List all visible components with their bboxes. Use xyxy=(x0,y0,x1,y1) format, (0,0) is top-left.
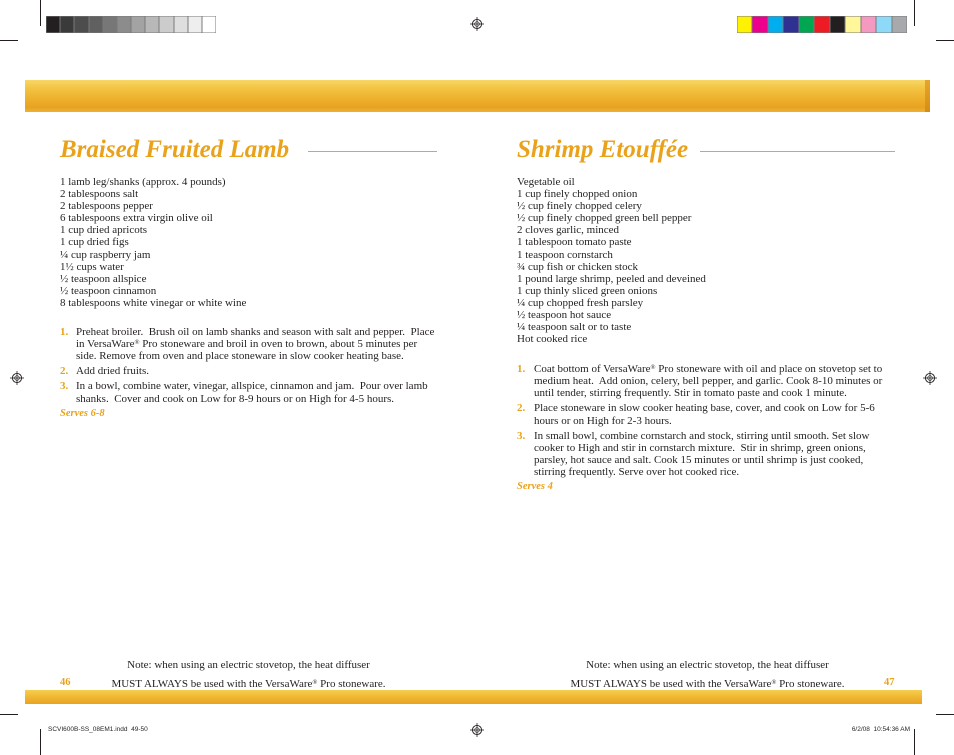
stovetop-note-line: MUST ALWAYS be used with the VersaWare® Pro stoneware. xyxy=(111,678,386,690)
step xyxy=(517,402,882,426)
step-number: 2. xyxy=(517,402,526,415)
ingredient-item: ½ teaspoon allspice xyxy=(60,272,147,285)
ingredient-list xyxy=(517,176,706,345)
crop-mark xyxy=(914,729,915,755)
ingredient-item: ½ cup finely chopped green bell pepper xyxy=(517,212,692,225)
page-number: 47 xyxy=(884,677,895,688)
process-color-bar xyxy=(737,16,907,33)
slug-filename: SCVI600B-SS_08EM1.indd 49-50 xyxy=(48,726,148,733)
ingredient-list xyxy=(60,176,246,309)
color-swatch xyxy=(74,16,88,33)
step-number: 3. xyxy=(517,429,526,442)
ingredient-item: 1 cup dried apricots xyxy=(60,224,148,237)
color-swatch xyxy=(752,16,767,33)
ingredient-item: 2 tablespoons pepper xyxy=(60,200,153,213)
crop-mark xyxy=(0,714,18,715)
registered-mark: ® xyxy=(312,679,318,687)
ingredient-item: 8 tablespoons white vinegar or white wine xyxy=(60,296,247,309)
registration-mark-icon xyxy=(470,723,484,737)
crop-mark xyxy=(0,40,18,41)
color-swatch xyxy=(814,16,829,33)
step-text-line: hours or on High for 2-3 hours. xyxy=(534,414,672,427)
page-number: 46 xyxy=(60,677,71,688)
ingredient-item: 2 cloves garlic, minced xyxy=(517,224,620,237)
step xyxy=(60,380,434,404)
color-swatch xyxy=(861,16,876,33)
step-number: 2. xyxy=(60,365,69,378)
ingredient-item: 1 pound large shrimp, peeled and deveined xyxy=(517,272,706,285)
step-text-line: stirring frequently. Serve over hot cooked rice. xyxy=(534,466,740,479)
registration-mark-icon xyxy=(923,371,937,385)
step-text-line: Place stoneware in slow cooker heating base, cover, and cook on Low for 5-6 xyxy=(534,402,875,415)
step-text xyxy=(76,326,434,363)
step xyxy=(60,365,434,377)
color-swatch xyxy=(892,16,907,33)
ingredient-item: ¾ cup fish or chicken stock xyxy=(517,260,638,273)
step-text xyxy=(534,430,869,479)
color-swatch xyxy=(768,16,783,33)
step-text xyxy=(76,365,149,377)
ingredient-item: 6 tablespoons extra virgin olive oil xyxy=(60,212,213,225)
step-number: 1. xyxy=(60,326,69,338)
ingredient-item: 1 cup finely chopped onion xyxy=(517,188,638,201)
crop-mark xyxy=(40,0,41,26)
step-number: 1. xyxy=(517,363,526,375)
registered-mark: ® xyxy=(134,339,140,347)
color-swatch xyxy=(89,16,103,33)
color-swatch xyxy=(188,16,202,33)
recipe-title: Shrimp Etouffée xyxy=(517,136,689,163)
ingredient-item: 1 cup thinly sliced green onions xyxy=(517,284,658,297)
ingredient-item: ½ teaspoon hot sauce xyxy=(517,309,612,322)
color-swatch xyxy=(845,16,860,33)
recipe-steps xyxy=(60,326,434,420)
color-swatch xyxy=(60,16,74,33)
color-swatch xyxy=(145,16,159,33)
color-swatch xyxy=(46,16,60,33)
color-swatch xyxy=(117,16,131,33)
registered-mark: ® xyxy=(771,679,777,687)
step-text xyxy=(534,363,882,400)
step xyxy=(517,363,882,400)
step-text-line: Preheat broiler. Brush oil on lamb shanks and season with salt and pepper. Place xyxy=(76,326,435,338)
ingredient-item: 1 teaspoon cornstarch xyxy=(517,248,613,261)
step-text xyxy=(534,402,875,426)
footer-gold-band xyxy=(25,690,922,704)
registered-mark: ® xyxy=(650,364,656,372)
ingredient-item: ¼ cup chopped fresh parsley xyxy=(517,296,644,309)
ingredient-item: 2 tablespoons salt xyxy=(60,188,139,201)
step-text-line: until tender, stirring frequently. Stir in tomato paste and cook 1 minute. xyxy=(534,387,847,400)
title-rule xyxy=(700,151,895,152)
color-swatch xyxy=(159,16,173,33)
ingredient-item: ½ cup finely chopped celery xyxy=(517,200,642,213)
ingredient-item: 1 tablespoon tomato paste xyxy=(517,236,632,249)
registration-mark-icon xyxy=(470,17,484,31)
step-text-line: shanks. Cover and cook on Low for 8-9 hours or on High for 4-5 hours. xyxy=(76,392,395,405)
color-swatch xyxy=(799,16,814,33)
ingredient-item: 1 cup dried figs xyxy=(60,236,129,249)
color-swatch xyxy=(783,16,798,33)
step-text-line: in VersaWare® Pro stoneware and broil in oven to brown, about 5 minutes per xyxy=(76,338,418,351)
step-text-line: Coat bottom of VersaWare® Pro stoneware with oil and place on stovetop set to xyxy=(534,363,883,375)
step-text-line: In a bowl, combine water, vinegar, allspice, cinnamon and jam. Pour over lamb xyxy=(76,380,428,393)
serving-size: Serves 6-8 xyxy=(60,407,105,419)
crop-mark xyxy=(40,729,41,755)
color-swatch xyxy=(202,16,216,33)
ingredient-item: ¼ cup raspberry jam xyxy=(60,248,151,261)
crop-mark xyxy=(936,714,954,715)
grayscale-color-bar xyxy=(46,16,216,33)
recipe-steps xyxy=(517,363,882,493)
ingredient-item: ½ teaspoon cinnamon xyxy=(60,284,157,297)
stovetop-note-line: MUST ALWAYS be used with the VersaWare® Pro stoneware. xyxy=(570,678,845,690)
ingredient-item: Hot cooked rice xyxy=(517,333,588,346)
header-gold-band xyxy=(25,80,930,112)
ingredient-item: 1½ cups water xyxy=(60,260,124,273)
color-swatch xyxy=(737,16,752,33)
step xyxy=(60,326,434,363)
step-text-line: Add dried fruits. xyxy=(76,365,150,378)
step-number: 3. xyxy=(60,380,69,393)
color-swatch xyxy=(174,16,188,33)
stovetop-note-line: Note: when using an electric stovetop, the heat diffuser xyxy=(586,659,829,671)
ingredient-item: 1 lamb leg/shanks (approx. 4 pounds) xyxy=(60,176,226,188)
color-swatch xyxy=(830,16,845,33)
title-rule xyxy=(308,151,437,152)
color-swatch xyxy=(876,16,891,33)
recipe-title: Braised Fruited Lamb xyxy=(60,136,290,163)
slug-timestamp: 6/2/08 10:54:36 AM xyxy=(851,726,910,733)
color-swatch xyxy=(103,16,117,33)
step-text xyxy=(76,380,428,404)
ingredient-item: Vegetable oil xyxy=(517,176,575,188)
serving-size: Serves 4 xyxy=(517,481,553,493)
step-text-line: parsley, hot sauce and salt. Cook 15 minutes or until shrimp is just cooked, xyxy=(534,454,864,467)
step xyxy=(517,430,882,479)
crop-mark xyxy=(936,40,954,41)
step-text-line: cooker to High and stir in cornstarch mixture. Stir in shrimp, green onions, xyxy=(534,441,866,454)
color-swatch xyxy=(131,16,145,33)
crop-mark xyxy=(914,0,915,26)
step-text-line: In small bowl, combine cornstarch and stock, stirring until smooth. Set slow xyxy=(534,429,870,442)
step-text-line: side. Remove from oven and place stoneware in slow cooker heating base. xyxy=(76,350,404,363)
step-text-line: medium heat. Add onion, celery, bell pepper, and garlic. Cook 8-10 minutes or xyxy=(534,375,883,388)
ingredient-item: ¼ teaspoon salt or to taste xyxy=(517,321,632,334)
registration-mark-icon xyxy=(10,371,24,385)
stovetop-note-line: Note: when using an electric stovetop, the heat diffuser xyxy=(127,659,370,671)
